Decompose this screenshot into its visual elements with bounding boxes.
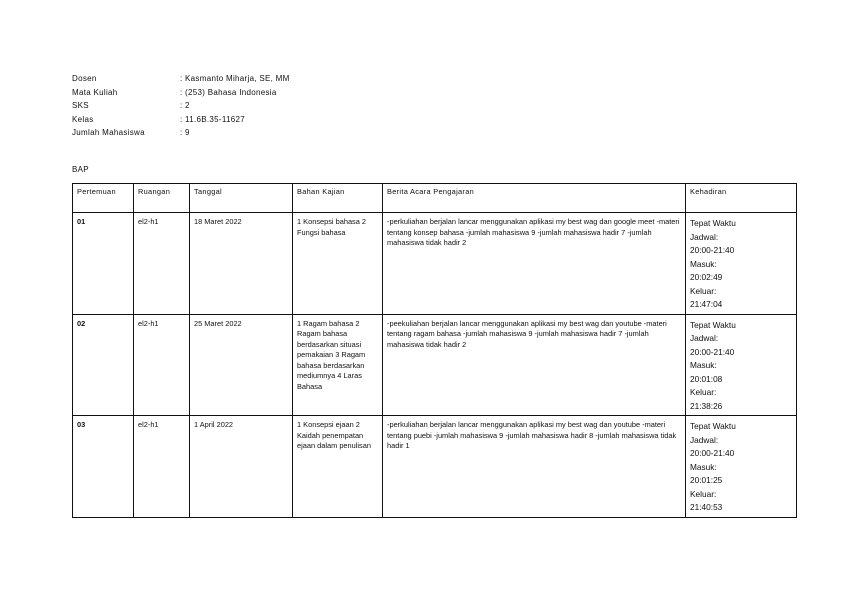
kehadiran-keluar: 21:38:26	[690, 400, 723, 411]
header-tanggal: Tanggal	[190, 184, 293, 213]
cell-pertemuan: 01	[73, 213, 134, 315]
kehadiran-keluar: 21:40:53	[690, 502, 723, 512]
kehadiran-jadwal: 20:00-21:40	[690, 346, 735, 357]
kehadiran-jadwal-label: Jadwal:	[690, 434, 719, 445]
cell-tanggal: 18 Maret 2022	[190, 213, 293, 315]
header-berita-acara: Berita Acara Pengajaran	[383, 184, 686, 213]
cell-pertemuan: 02	[73, 314, 134, 416]
info-row-jumlah-mahasiswa	[72, 126, 290, 140]
info-value: : 9	[180, 128, 190, 137]
header-ruangan: Ruangan	[134, 184, 190, 213]
info-label: Kelas	[72, 114, 94, 124]
cell-berita-acara: -perkuliahan berjalan lancar menggunakan aplikasi my best wag dan google meet -materi tentang konsep bahasa -jumlah mahasiswa 9 -jumlah mahasiswa hadir 7 -jumlah mahasiswa tidak hadir 2	[383, 213, 686, 315]
kehadiran-jadwal: 20:00-21:40	[690, 245, 735, 255]
kehadiran-jadwal: 20:00-21:40	[690, 448, 735, 458]
table-row	[73, 314, 797, 416]
kehadiran-keluar-label: Keluar:	[690, 285, 717, 296]
kehadiran-masuk-label: Masuk:	[690, 258, 717, 269]
kehadiran-status: Tepat Waktu	[690, 421, 736, 431]
header-kehadiran: Kehadiran	[686, 184, 797, 213]
info-value: : 2	[180, 101, 190, 110]
kehadiran-masuk: 20:02:49	[690, 272, 723, 282]
cell-kehadiran	[686, 416, 797, 518]
cell-pertemuan: 03	[73, 416, 134, 518]
cell-bahan-kajian: 1 Ragam bahasa 2 Ragam bahasa berdasarkan situasi pemakaian 3 Ragam bahasa berdasarkan mediumnya 4 Laras Bahasa	[293, 314, 383, 416]
cell-ruangan: el2-h1	[134, 314, 190, 416]
kehadiran-keluar: 21:47:04	[690, 299, 723, 309]
table-header-row	[73, 184, 797, 213]
cell-tanggal: 1 April 2022	[190, 416, 293, 518]
cell-bahan-kajian: 1 Konsepsi ejaan 2 Kaidah penempatan ejaan dalam penulisan	[293, 416, 383, 518]
kehadiran-jadwal-label: Jadwal:	[690, 231, 719, 242]
kehadiran-status: Tepat Waktu	[690, 218, 736, 228]
kehadiran-keluar-label: Keluar:	[690, 488, 717, 499]
cell-ruangan: el2-h1	[134, 416, 190, 518]
cell-berita-acara: -peekuliahan berjalan lancar menggunakan aplikasi my best wag dan youtube -materi tentang ragam bahasa -jumlah mahasiswa 9 -jumlah mahasiswa hadir 7 -jumlah mahasiswa tidak hadir 2	[383, 314, 686, 416]
info-value: : (253) Bahasa Indonesia	[180, 87, 277, 97]
table-row	[73, 416, 797, 518]
kehadiran-masuk-label: Masuk:	[690, 461, 717, 472]
kehadiran-masuk: 20:01:08	[690, 373, 723, 384]
bap-heading: BAP	[72, 165, 89, 174]
header-pertemuan: Pertemuan	[73, 184, 134, 213]
cell-ruangan: el2-h1	[134, 213, 190, 315]
header-bahan-kajian: Bahan Kajian	[293, 184, 383, 213]
kehadiran-jadwal-label: Jadwal:	[690, 333, 719, 343]
course-info	[72, 72, 290, 140]
table-row	[73, 213, 797, 315]
cell-kehadiran	[686, 213, 797, 315]
info-row-kelas	[72, 113, 290, 127]
info-label: Jumlah Mahasiswa	[72, 128, 145, 137]
cell-tanggal: 25 Maret 2022	[190, 314, 293, 416]
cell-kehadiran	[686, 314, 797, 416]
info-label: Mata Kuliah	[72, 87, 118, 97]
info-label: SKS	[72, 101, 89, 110]
bap-table	[72, 183, 797, 518]
info-row-sks	[72, 99, 290, 113]
kehadiran-keluar-label: Keluar:	[690, 387, 717, 397]
cell-berita-acara: -perkuliahan berjalan lancar menggunakan aplikasi my best wag dan youtube -materi tentang puebi -jumlah mahasiswa 9 -jumlah mahasiswa hadir 8 -jumlah mahasiswa tidak hadir 1	[383, 416, 686, 518]
info-value: : Kasmanto Miharja, SE, MM	[180, 74, 290, 83]
info-label: Dosen	[72, 74, 97, 83]
info-value: : 11.6B.35-11627	[180, 114, 245, 124]
info-row-mata-kuliah	[72, 86, 290, 100]
cell-bahan-kajian: 1 Konsepsi bahasa 2 Fungsi bahasa	[293, 213, 383, 315]
kehadiran-masuk-label: Masuk:	[690, 360, 717, 370]
kehadiran-masuk: 20:01:25	[690, 475, 723, 485]
info-row-dosen	[72, 72, 290, 86]
kehadiran-status: Tepat Waktu	[690, 319, 736, 330]
